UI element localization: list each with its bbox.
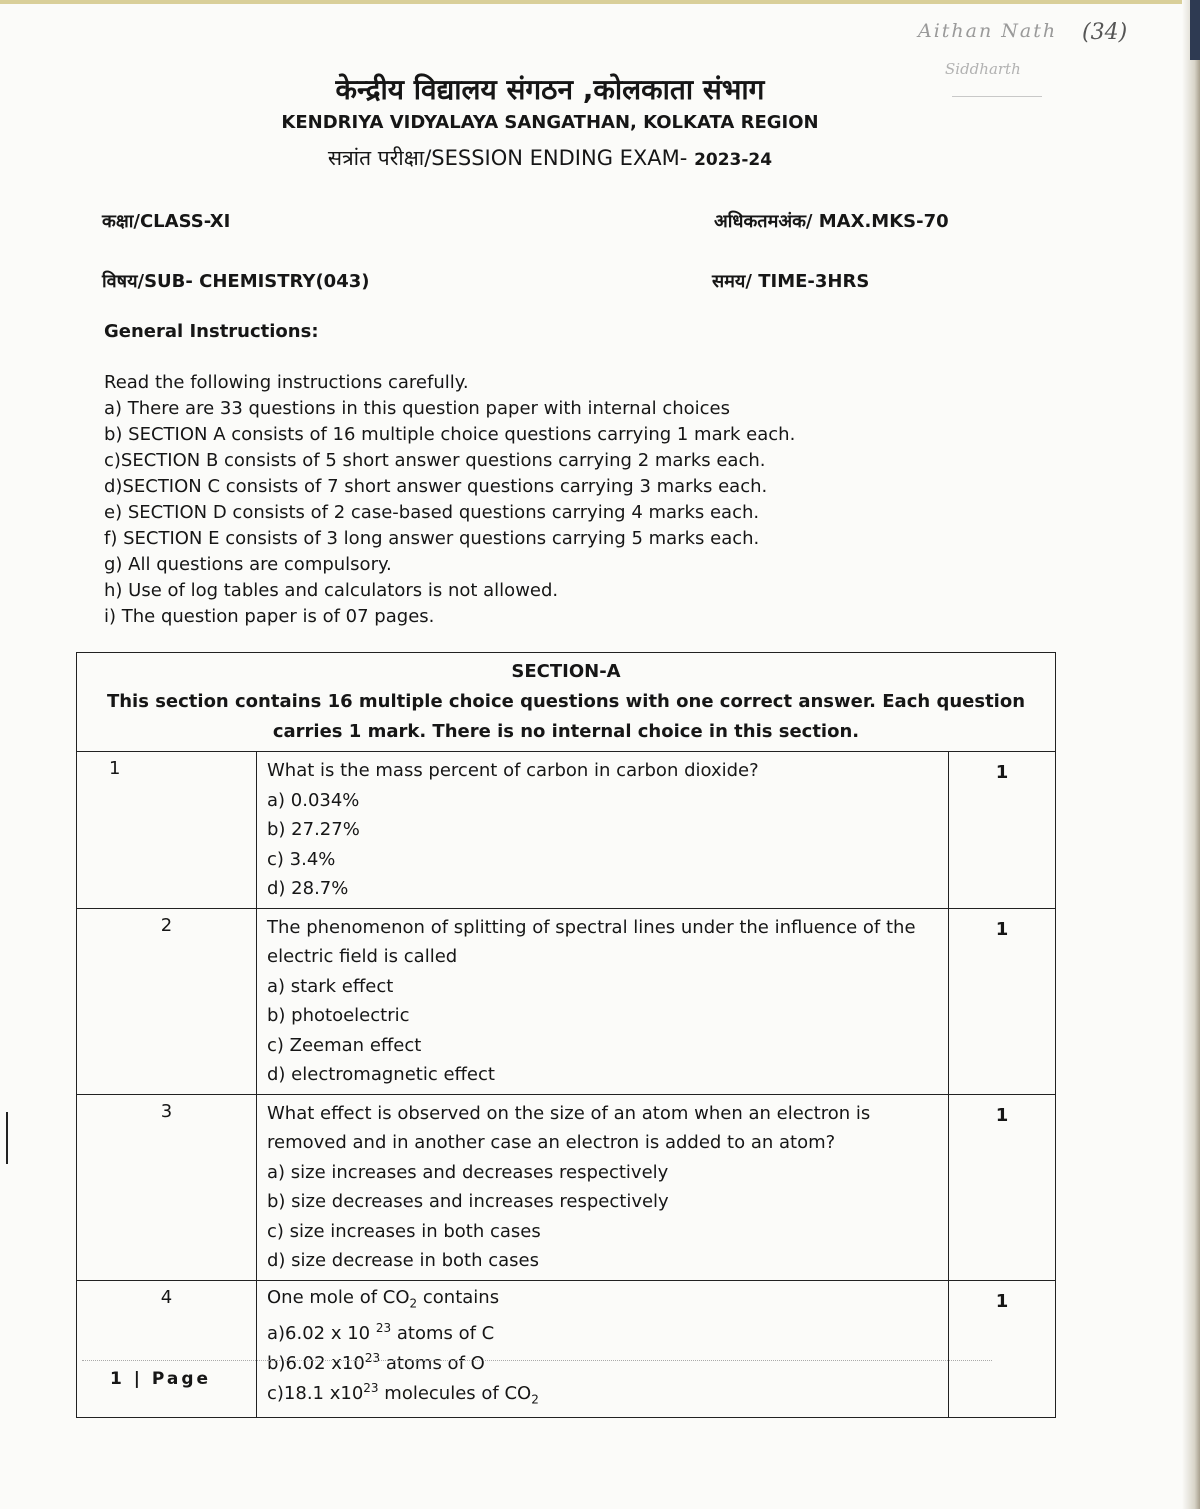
question-text: What is the mass percent of carbon in carbon dioxide? [267, 760, 759, 781]
handwritten-name: Aithan Nath [918, 20, 1058, 42]
time-label: समय/ TIME-3HRS [712, 271, 870, 292]
option-text: c)18.1 x10 [267, 1383, 364, 1405]
question-body [257, 908, 949, 1094]
page-footer [110, 1369, 211, 1389]
question-text: removed and in another case an electron is added to an atom? [267, 1132, 836, 1153]
question-option [267, 1346, 938, 1376]
question-option: c) 3.4% [267, 848, 336, 870]
superscript: 23 [364, 1351, 381, 1366]
instruction-line: b) SECTION A consists of 16 multiple choice questions carrying 1 mark each. [104, 424, 796, 445]
section-title: SECTION-A [511, 661, 621, 682]
instruction-line: d)SECTION C consists of 7 short answer questions carrying 3 marks each. [104, 476, 768, 497]
question-option: a) stark effect [267, 975, 394, 997]
question-text: What effect is observed on the size of an atom when an electron is [267, 1102, 871, 1124]
section-a-table [76, 652, 1056, 1418]
handwritten-signature: Siddharth [945, 60, 1021, 78]
question-text [267, 1285, 938, 1317]
option-text: atoms of O [380, 1353, 485, 1375]
question-body [257, 1094, 949, 1280]
question-option: d) 28.7% [267, 878, 349, 899]
question-option: c) size increases in both cases [267, 1220, 541, 1242]
instruction-line: c)SECTION B consists of 5 short answer questions carrying 2 marks each. [104, 450, 766, 471]
question-option: c) Zeeman effect [267, 1034, 422, 1056]
question-marks: 1 [949, 1280, 1056, 1417]
question-marks: 1 [949, 752, 1056, 909]
org-title-english: KENDRIYA VIDYALAYA SANGATHAN, KOLKATA REGION [281, 112, 819, 133]
max-marks-label: अधिकतमअंक/ MAX.MKS-70 [714, 211, 949, 232]
section-description: This section contains 16 multiple choice questions with one correct answer. Each question carries 1 mark. There is no internal choice in this section. [106, 691, 1026, 742]
question-number: 3 [77, 1094, 257, 1280]
question-row [77, 908, 1056, 1094]
question-marks: 1 [949, 1094, 1056, 1280]
instructions-heading: General Instructions: [104, 321, 319, 342]
exam-label: सत्रांत परीक्षा/SESSION ENDING EXAM- [327, 146, 688, 170]
scan-right-corner [1190, 0, 1200, 60]
exam-title [0, 144, 1100, 172]
question-text: The phenomenon of splitting of spectral lines under the influence of the [267, 916, 916, 938]
handwritten-number: (34) [1082, 20, 1128, 45]
instructions-list [104, 370, 795, 630]
question-body [257, 1280, 949, 1417]
scan-right-edge [1182, 0, 1200, 1509]
question-option [267, 1316, 938, 1346]
question-option: b) photoelectric [267, 1005, 410, 1026]
question-row [77, 1094, 1056, 1280]
option-text: b)6.02 x10 [267, 1353, 365, 1375]
question-number: 4 [77, 1280, 257, 1417]
question-body [257, 752, 949, 909]
option-text: molecules of CO [378, 1383, 532, 1405]
superscript: 23 [363, 1381, 379, 1396]
question-number: 2 [77, 908, 257, 1094]
page-label: | Page [133, 1369, 212, 1389]
scan-top-band [0, 0, 1200, 4]
question-option: a) 0.034% [267, 789, 360, 811]
instruction-line: Read the following instructions carefully. [104, 372, 469, 393]
question-option [267, 1376, 938, 1413]
option-text: atoms of C [391, 1323, 495, 1345]
subject-label: विषय/SUB- CHEMISTRY(043) [102, 271, 370, 292]
subscript: 2 [531, 1392, 539, 1407]
question-option: a) size increases and decreases respectively [267, 1161, 669, 1183]
superscript: 23 [375, 1321, 392, 1336]
instruction-line: g) All questions are compulsory. [104, 554, 392, 575]
question-option: d) size decrease in both cases [267, 1250, 539, 1271]
page-number: 1 [110, 1369, 125, 1389]
instruction-line: e) SECTION D consists of 2 case-based questions carrying 4 marks each. [104, 502, 760, 523]
instruction-line: a) There are 33 questions in this question paper with internal choices [104, 398, 731, 419]
org-title-hindi: केन्द्रीय विद्यालय संगठन ,कोलकाता संभाग [335, 73, 765, 106]
footer-divider [82, 1360, 992, 1361]
exam-year: 2023-24 [694, 150, 773, 170]
instruction-line: i) The question paper is of 07 pages. [104, 606, 435, 627]
class-label: कक्षा/CLASS-XI [102, 211, 231, 232]
question-row [77, 752, 1056, 909]
question-row [77, 1280, 1056, 1417]
question-option: d) electromagnetic effect [267, 1064, 495, 1085]
instruction-line: f) SECTION E consists of 3 long answer questions carrying 5 marks each. [104, 528, 760, 549]
section-header [77, 653, 1056, 752]
question-option: b) 27.27% [267, 819, 360, 840]
formula-text: contains [417, 1286, 500, 1308]
question-number: 1 [77, 752, 257, 909]
instruction-line: h) Use of log tables and calculators is not allowed. [104, 580, 559, 601]
question-marks: 1 [949, 908, 1056, 1094]
formula-text: One mole of CO [267, 1286, 410, 1308]
section-header-row [77, 653, 1056, 752]
question-option: b) size decreases and increases respectively [267, 1191, 669, 1212]
subscript: 2 [409, 1296, 418, 1311]
option-text: a)6.02 x 10 [267, 1323, 376, 1345]
question-text: electric field is called [267, 946, 458, 967]
margin-mark [6, 1112, 8, 1164]
